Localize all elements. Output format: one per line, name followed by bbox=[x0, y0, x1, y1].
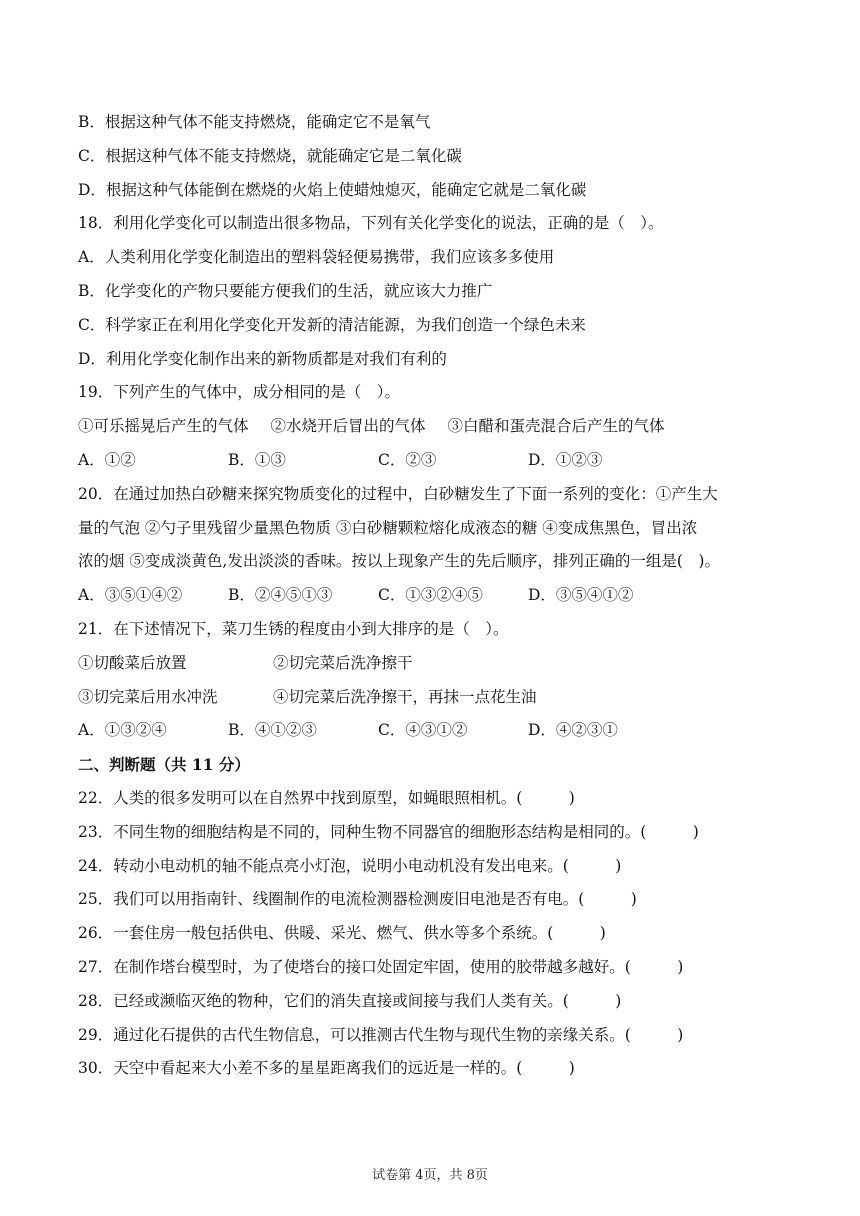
question-27: 27．在制作塔台模型时，为了使塔台的接口处固定牢固，使用的胶带越多越好。( ) bbox=[78, 957, 684, 976]
section-2-heading: 二、判断题（共 11 分） bbox=[78, 755, 250, 775]
q19-item-2: ②水烧开后冒出的气体 bbox=[270, 417, 426, 436]
q19-items bbox=[78, 410, 808, 444]
q19-item-1: ①可乐摇晃后产生的气体 bbox=[78, 417, 249, 436]
q21-option-d: D．④②③① bbox=[528, 721, 618, 740]
question-24: 24．转动小电动机的轴不能点亮小灯泡，说明小电动机没有发出电来。( ) bbox=[78, 856, 622, 875]
question-30: 30．天空中看起来大小差不多的星星距离我们的远近是一样的。( ) bbox=[78, 1059, 575, 1078]
q21-option-a: A．①③②④ bbox=[78, 721, 167, 740]
q21-items-row-2 bbox=[78, 681, 808, 715]
question-20-line-2: 量的气泡 ②勺子里残留少量黑色物质 ③白砂糖颗粒熔化成液态的糖 ④变成焦黑色，冒出浓 bbox=[78, 518, 698, 537]
q21-item-1: ①切酸菜后放置 bbox=[78, 653, 187, 672]
q21-item-4: ④切完菜后洗净擦干，再抹一点花生油 bbox=[273, 687, 537, 706]
question-19: 19．下列产生的气体中，成分相同的是（ ）。 bbox=[78, 383, 400, 402]
q19-option-c: C．②③ bbox=[378, 450, 437, 469]
q18-option-c: C．科学家正在利用化学变化开发新的清洁能源，为我们创造一个绿色未来 bbox=[78, 315, 586, 334]
q20-option-d: D．③⑤④①② bbox=[528, 586, 634, 605]
question-21: 21．在下述情况下，菜刀生锈的程度由小到大排序的是（ ）。 bbox=[78, 619, 509, 638]
q21-items-row-1 bbox=[78, 647, 808, 681]
question-26: 26．一套住房一般包括供电、供暖、采光、燃气、供水等多个系统。( ) bbox=[78, 924, 606, 943]
question-20-line-3: 浓的烟 ⑤变成淡黄色,发出淡淡的香味。按以上现象产生的先后顺序，排列正确的一组是( )。 bbox=[78, 552, 720, 571]
q17-option-d: D．根据这种气体能倒在燃烧的火焰上使蜡烛熄灭，能确定它就是二氧化碳 bbox=[78, 180, 587, 199]
q19-option-a: A．①② bbox=[78, 450, 136, 469]
q20-option-b: B．②④⑤①③ bbox=[228, 586, 333, 605]
question-20-line-1: 20．在通过加热白砂糖来探究物质变化的过程中，白砂糖发生了下面一系列的变化：①产生大 bbox=[78, 484, 718, 503]
q21-option-c: C．④③①② bbox=[378, 721, 468, 740]
q20-option-c: C．①③②④⑤ bbox=[378, 586, 483, 605]
q21-item-2: ②切完菜后洗净擦干 bbox=[273, 653, 413, 672]
q19-option-d: D．①②③ bbox=[528, 450, 603, 469]
q19-item-3: ③白醋和蛋壳混合后产生的气体 bbox=[447, 417, 665, 436]
question-23: 23．不同生物的细胞结构是不同的，同种生物不同器官的细胞形态结构是相同的。( ) bbox=[78, 822, 699, 841]
q17-option-b: B．根据这种气体不能支持燃烧，能确定它不是氧气 bbox=[78, 113, 431, 131]
q21-item-3: ③切完菜后用水冲洗 bbox=[78, 687, 218, 706]
question-18: 18．利用化学变化可以制造出很多物品，下列有关化学变化的说法，正确的是（ ）。 bbox=[78, 214, 664, 233]
q19-option-b: B．①③ bbox=[228, 450, 286, 469]
q20-options bbox=[78, 579, 808, 613]
q18-option-d: D．利用化学变化制作出来的新物质都是对我们有利的 bbox=[78, 349, 447, 368]
q18-option-a: A．人类利用化学变化制造出的塑料袋轻便易携带，我们应该多多使用 bbox=[78, 248, 555, 267]
question-28: 28．已经或濒临灭绝的物种，它们的消失直接或间接与我们人类有关。( ) bbox=[78, 991, 622, 1010]
q21-option-b: B．④①②③ bbox=[228, 721, 317, 740]
q17-option-c: C．根据这种气体不能支持燃烧，就能确定它是二氧化碳 bbox=[78, 146, 462, 165]
question-29: 29．通过化石提供的古代生物信息，可以推测古代生物与现代生物的亲缘关系。( ) bbox=[78, 1025, 684, 1044]
q18-option-b: B．化学变化的产物只要能方便我们的生活，就应该大力推广 bbox=[78, 281, 493, 300]
q21-options bbox=[78, 714, 808, 748]
page-footer: 试卷第 4页，共 8页 bbox=[372, 1168, 488, 1183]
q20-option-a: A．③⑤①④② bbox=[78, 586, 183, 605]
exam-content bbox=[78, 106, 808, 1086]
question-22: 22．人类的很多发明可以在自然界中找到原型，如蝇眼照相机。( ) bbox=[78, 788, 575, 807]
question-25: 25．我们可以用指南针、线圈制作的电流检测器检测废旧电池是否有电。( ) bbox=[78, 890, 637, 909]
q19-options bbox=[78, 444, 808, 478]
